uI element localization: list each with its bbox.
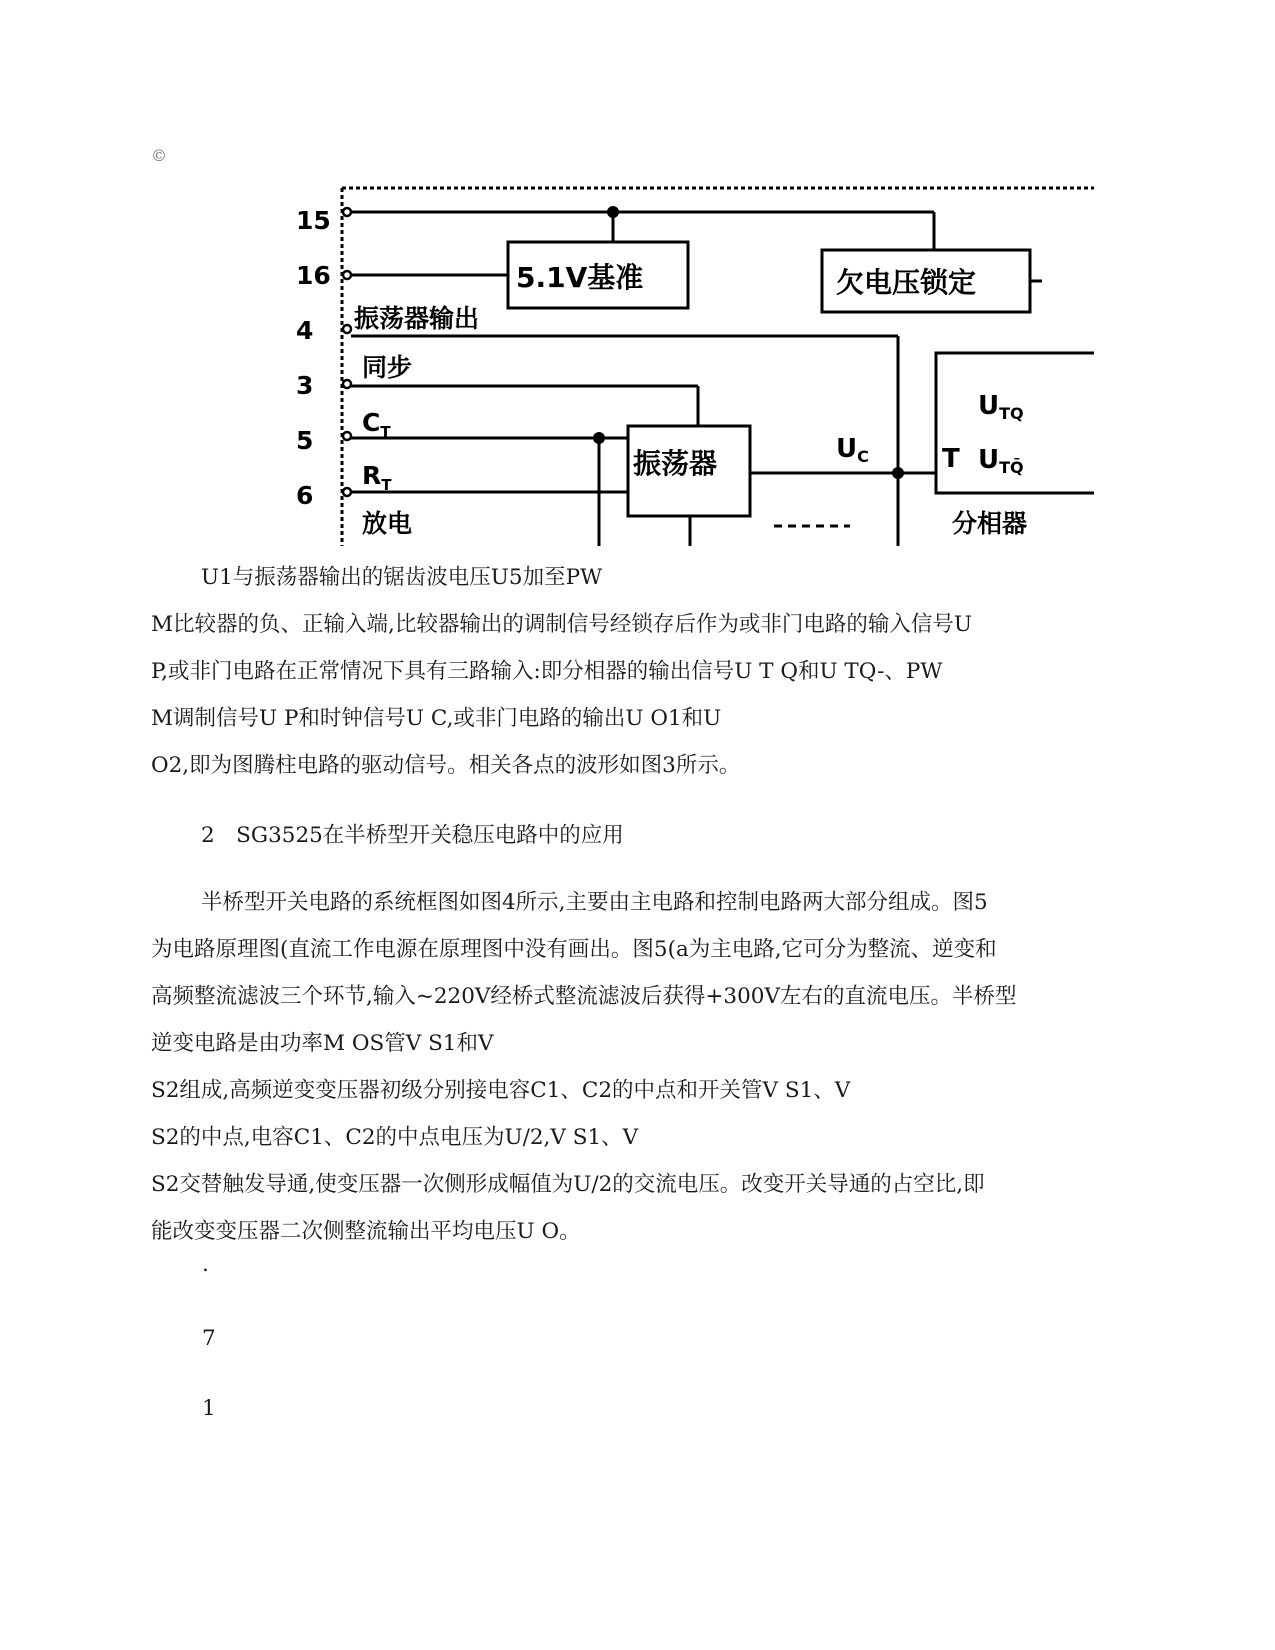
- paragraph-2-line-8: 能改变变压器二次侧整流输出平均电压U O。: [151, 1219, 581, 1244]
- trailing-dot: .: [202, 1252, 209, 1277]
- paragraph-1-line-5: O2,即为图腾柱电路的驱动信号。相关各点的波形如图3所示。: [151, 753, 741, 778]
- paragraph-2-line-5: S2组成,高频逆变变压器初级分别接电容C1、C2的中点和开关管V S1、V: [151, 1078, 851, 1103]
- paragraph-2-line-2: 为电路原理图(直流工作电源在原理图中没有画出。图5(a为主电路,它可分为整流、逆变和: [151, 937, 997, 962]
- uc-label: UC: [836, 434, 869, 466]
- oscillator-label: 振荡器: [633, 447, 718, 480]
- copyright-mark: ©: [151, 146, 167, 165]
- paragraph-2-line-1: 半桥型开关电路的系统框图如图4所示,主要由主电路和控制电路两大部分组成。图5: [201, 890, 988, 915]
- paragraph-1: [151, 554, 1131, 789]
- section-heading-text: 2 SG3525在半桥型开关稳压电路中的应用: [201, 823, 624, 848]
- phase-splitter-t-label: T: [942, 444, 960, 474]
- pin-15: 15: [296, 206, 331, 235]
- section-heading: [151, 812, 1131, 859]
- pin-4: 4: [296, 316, 314, 345]
- trailing-number-7: 7: [202, 1326, 216, 1351]
- sg3525-block-diagram: [290, 186, 1094, 546]
- paragraph-2-line-6: S2的中点,电容C1、C2的中点电压为U/2,V S1、V: [151, 1125, 639, 1150]
- paragraph-1-line-1: U1与振荡器输出的锯齿波电压U5加至PW: [201, 565, 603, 590]
- pin-5: 5: [296, 426, 314, 455]
- pin-3: 3: [296, 371, 314, 400]
- utq-bar-label: UTQ̄: [978, 445, 1024, 477]
- pin-6: 6: [296, 481, 314, 510]
- paragraph-2-line-4: 逆变电路是由功率M OS管V S1和V: [151, 1031, 494, 1056]
- paragraph-2: [151, 879, 1131, 1255]
- utq-label: UTQ: [978, 391, 1024, 423]
- paragraph-2-line-7: S2交替触发导通,使变压器一次侧形成幅值为U/2的交流电压。改变开关导通的占空比,即: [151, 1172, 985, 1197]
- reference-label: 5.1V基准: [516, 261, 644, 294]
- phase-splitter-label-cut: 分相器: [952, 509, 1028, 538]
- paragraph-1-line-2: M比较器的负、正输入端,比较器输出的调制信号经锁存后作为或非门电路的输入信号U: [151, 612, 972, 637]
- pin-3-label: 同步: [362, 353, 413, 382]
- pin-7-label-cut: 放电: [362, 509, 413, 538]
- pin-5-label: $C_T$: [362, 408, 391, 441]
- paragraph-2-line-3: 高频整流滤波三个环节,输入~220V经桥式整流滤波后获得+300V左右的直流电压。半桥型: [151, 984, 1017, 1009]
- paragraph-1-line-4: M调制信号U P和时钟信号U C,或非门电路的输出U O1和U: [151, 706, 722, 731]
- pin-4-label: 振荡器输出: [354, 304, 480, 333]
- trailing-number-1: 1: [202, 1396, 216, 1421]
- undervoltage-lockout-label: 欠电压锁定: [836, 266, 977, 299]
- pin-16: 16: [296, 261, 331, 290]
- pin-6-label: $R_T$: [362, 461, 392, 494]
- paragraph-1-line-3: P,或非门电路在正常情况下具有三路输入:即分相器的输出信号U T Q和U TQ-、PW: [151, 659, 943, 684]
